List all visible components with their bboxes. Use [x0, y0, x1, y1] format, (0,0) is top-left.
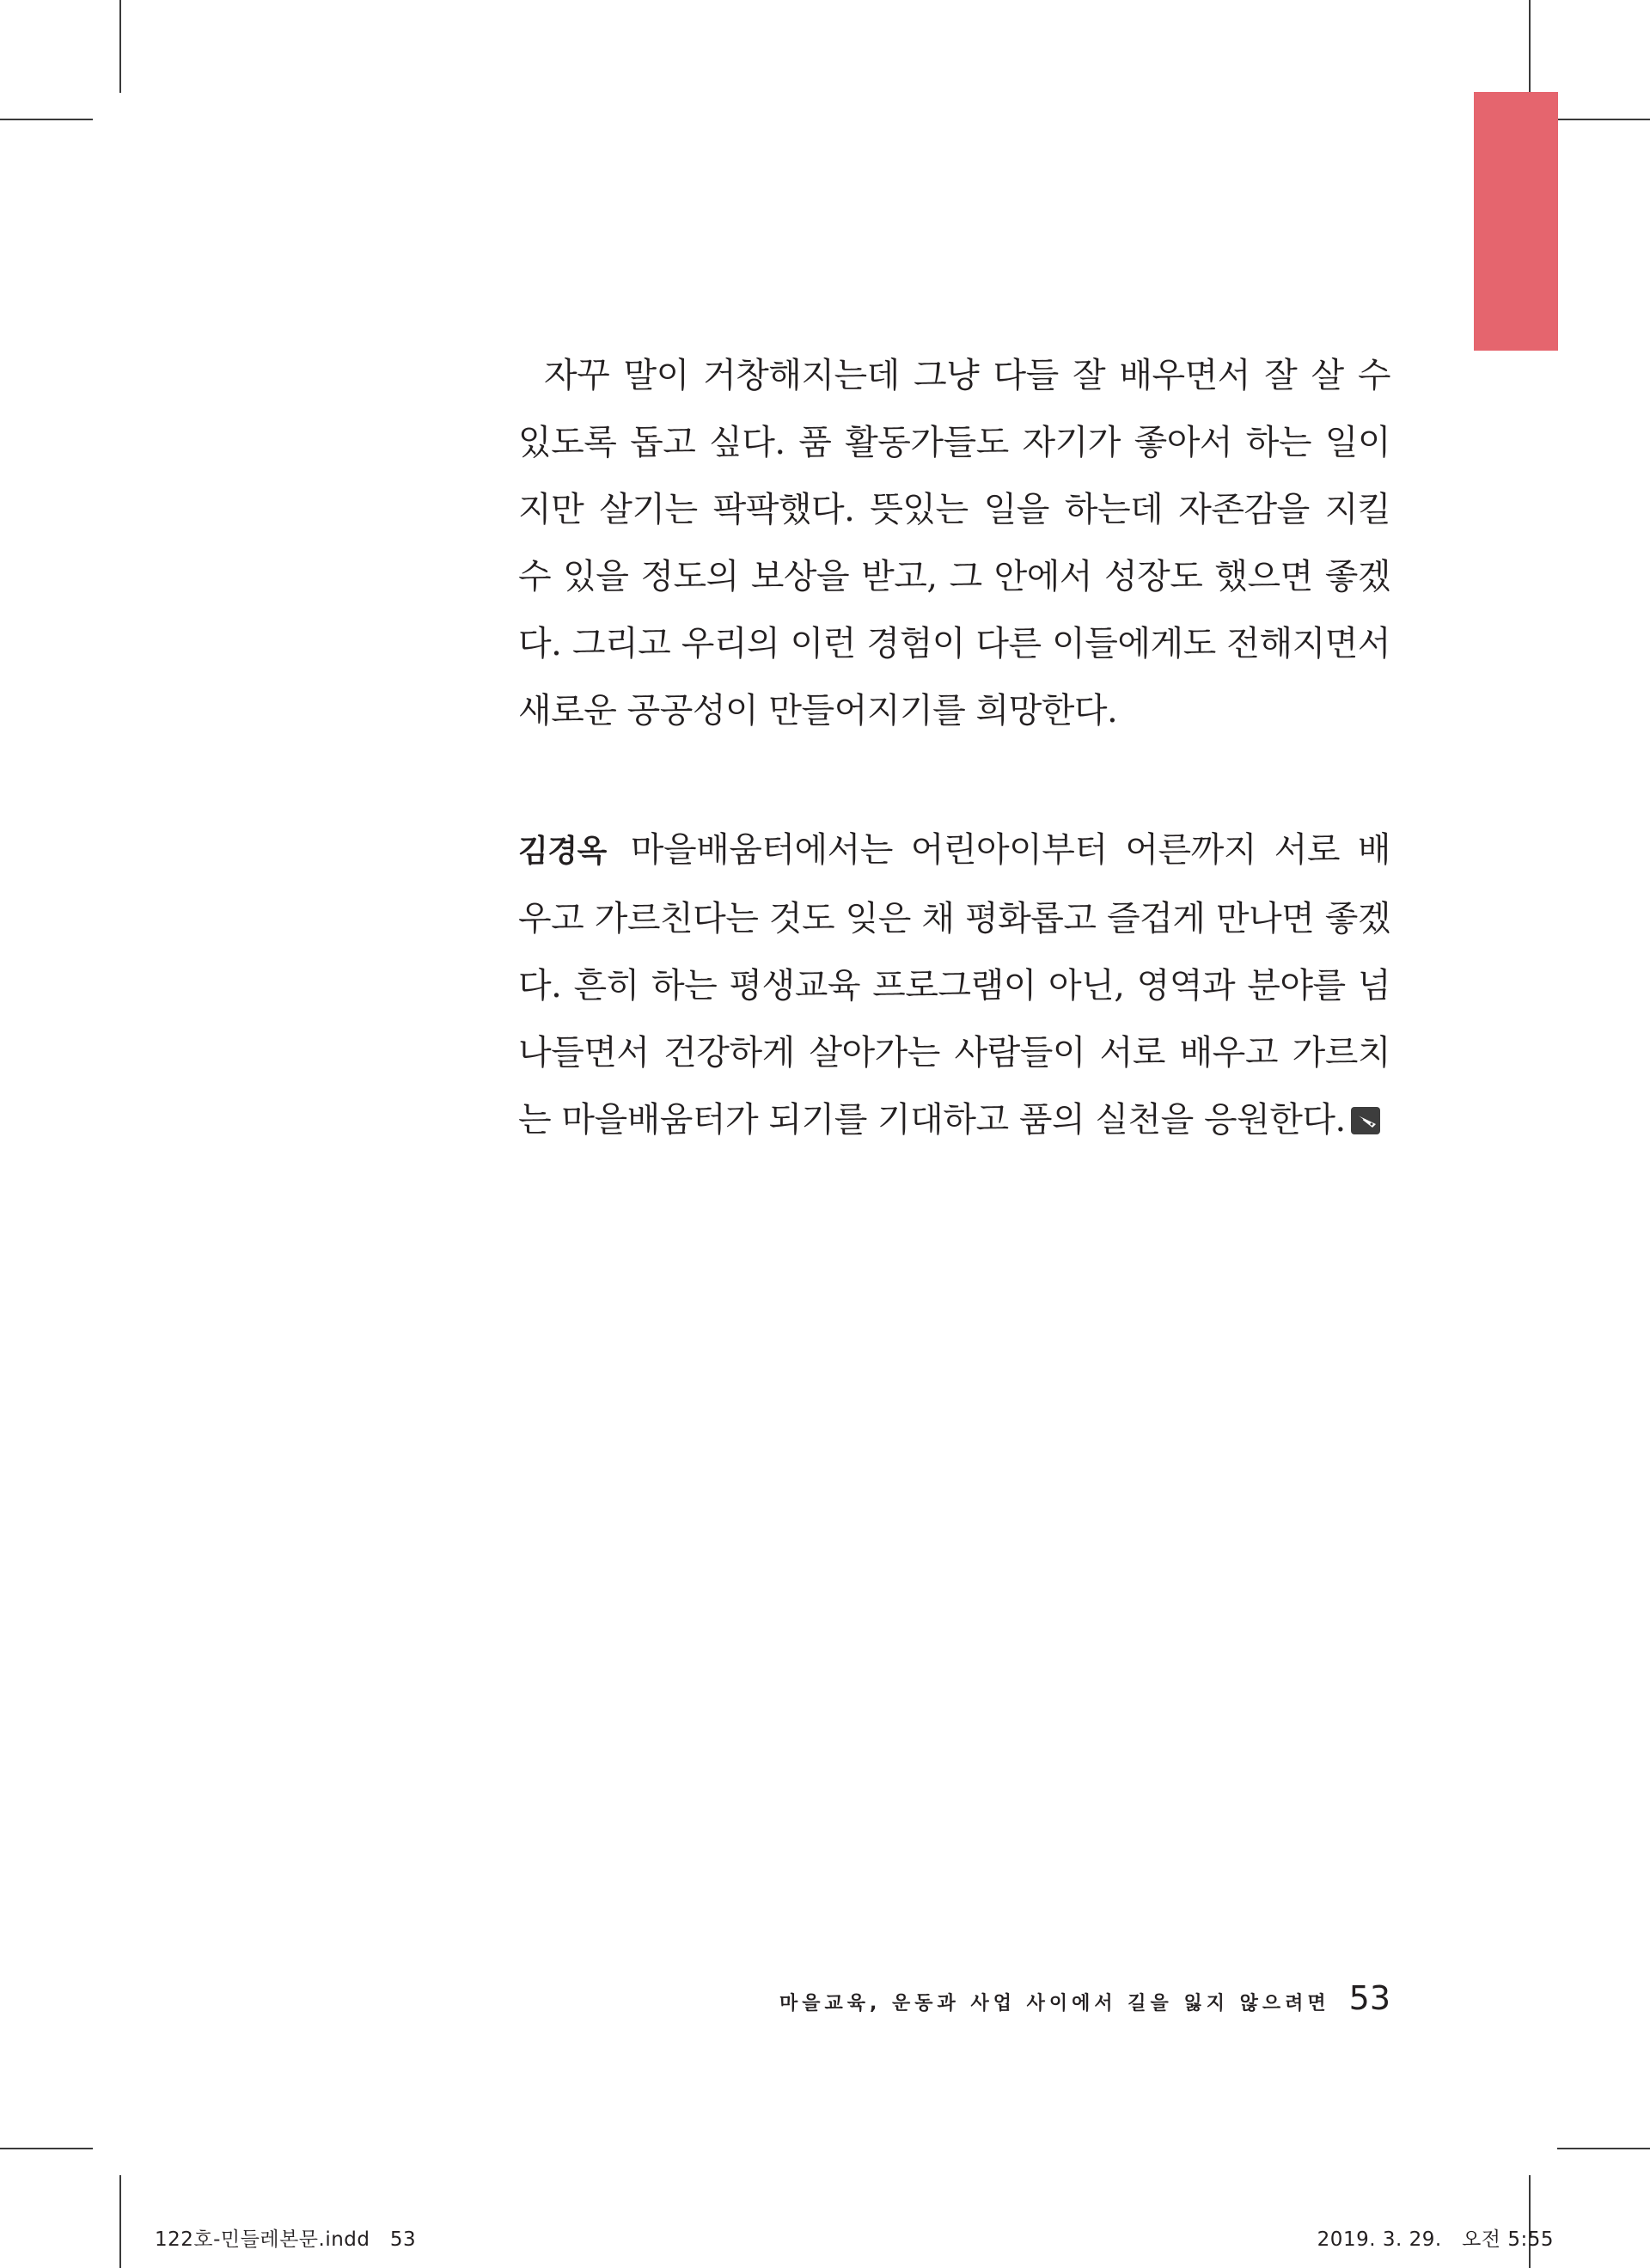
speaker-name: 김경옥	[518, 834, 607, 869]
crop-mark-bottom-right-vertical	[1529, 2175, 1531, 2268]
crop-mark-top-right-horizontal	[1557, 119, 1650, 120]
crop-mark-bottom-left-horizontal	[0, 2148, 93, 2149]
running-footer	[779, 1979, 1390, 2017]
slug-file-name: 122호-민들레본문.indd 53	[155, 2228, 417, 2251]
crop-mark-top-left-horizontal	[0, 119, 93, 120]
section-color-tab	[1474, 92, 1558, 351]
body-paragraph-2	[518, 816, 1390, 1153]
page-number: 53	[1348, 1979, 1390, 2017]
body-paragraph-2-text: 마을배움터에서는 어린아이부터 어른까지 서로 배우고 가르친다는 것도 잊은 채 평화롭고 즐겁게 만나면 좋겠다. 흔히 하는 평생교육 프로그램이 아닌, 영역과 분야를 넘나들면서 건강하게 살아가는 사람들이 서로 배우고 가르치는 마을배움터가 되기를 기대하고 품의 실천을 응원한다.	[518, 830, 1390, 1140]
running-title: 마을교육, 운동과 사업 사이에서 길을 잃지 않으려면	[779, 1993, 1330, 2014]
body-paragraph-1: 자꾸 말이 거창해지는데 그냥 다들 잘 배우면서 잘 살 수 있도록 돕고 싶다. 품 활동가들도 자기가 좋아서 하는 일이지만 살기는 팍팍했다. 뜻있는 일을 하는데 자존감을 지킬 수 있을 정도의 보상을 받고, 그 안에서 성장도 했으면 좋겠다. 그리고 우리의 이런 경험이 다른 이들에게도 전해지면서 새로운 공공성이 만들어지기를 희망한다.	[518, 356, 1390, 731]
slug-timestamp: 2019. 3. 29. 오전 5:55	[1317, 2228, 1554, 2251]
pen-nib-icon	[1351, 1107, 1380, 1134]
crop-mark-bottom-right-horizontal	[1557, 2148, 1650, 2149]
crop-mark-top-left-vertical	[119, 0, 121, 93]
crop-mark-top-right-vertical	[1529, 0, 1531, 93]
crop-mark-bottom-left-vertical	[119, 2175, 121, 2268]
